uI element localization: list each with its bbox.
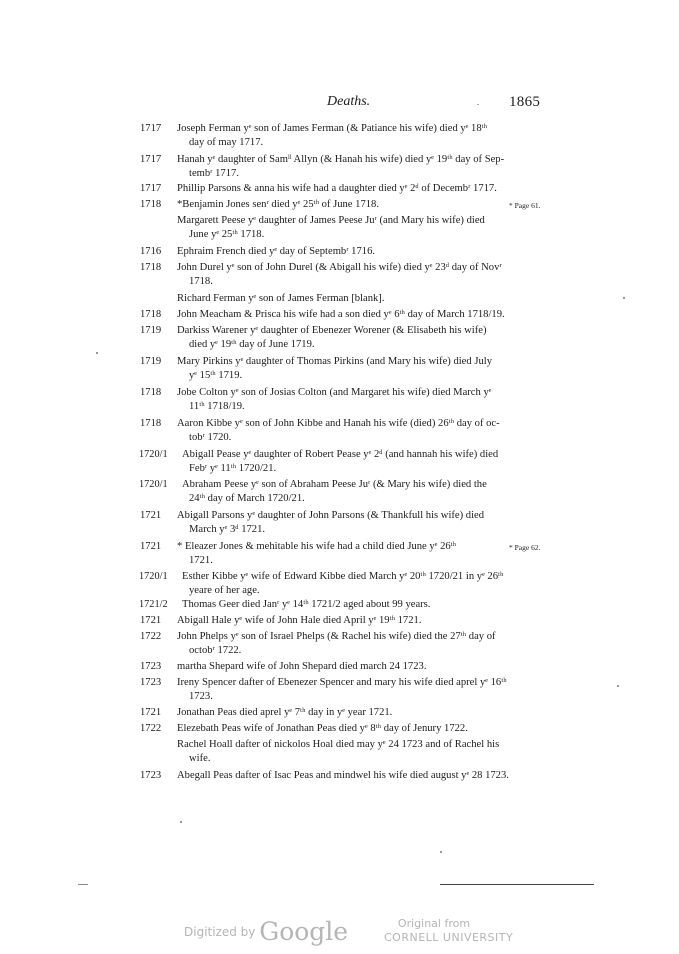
record-year: 1721: [140, 541, 162, 552]
digitized-by-google-watermark: [184, 917, 348, 946]
record-text-continued: yᵉ 15ᵗʰ 1719.: [189, 370, 243, 382]
record-text: Elezebath Peas wife of Jonathan Peas died yᵉ 8ᵗʰ day of Jenury 1722.: [177, 723, 468, 734]
record-text: Jonathan Peas died aprel yᵉ 7ᵗʰ day in yᵉ year 1721.: [177, 707, 393, 718]
record-year: 1723: [140, 661, 162, 672]
record-text-continued: octobʳ 1722.: [189, 645, 242, 657]
record-text: Jobe Colton yᵉ son of Josias Colton (and Margaret his wife) died March yᵉ: [177, 387, 492, 398]
record-year: 1723: [140, 770, 162, 781]
record-text: *Benjamin Jones senʳ died yᵉ 25ᵗʰ of June 1718.: [177, 199, 379, 210]
record-text: Hanah yᵉ daughter of Samˡˡ Allyn (& Hanah his wife) died yᵉ 19ᵗʰ day of Sep-: [177, 154, 505, 165]
record-year: 1718: [140, 262, 162, 273]
scan-speck: [96, 352, 98, 354]
record-text: Phillip Parsons & anna his wife had a daughter died yᵉ 2ᵈ of Decembʳ 1717.: [177, 183, 497, 194]
record-text: Abigall Hale yᵉ wife of John Hale died April yᵉ 19ᵗʰ 1721.: [177, 615, 422, 626]
scan-speck: [617, 685, 619, 687]
record-text-continued: day of may 1717.: [189, 137, 264, 149]
record-year: 1718: [140, 199, 162, 210]
record-text-continued: tobʳ 1720.: [189, 432, 232, 444]
record-text: Ireny Spencer dafter of Ebenezer Spencer and mary his wife died aprel yᵉ 16ᵗʰ: [177, 677, 507, 688]
record-year: 1717: [140, 123, 162, 134]
record-year: 1720/1: [139, 571, 168, 582]
record-text: Abigall Parsons yᵉ daughter of John Parsons (& Thankfull his wife) died: [177, 510, 485, 521]
record-text: John Phelps yᵉ son of Israel Phelps (& Rachel his wife) died the 27ᵗʰ day of: [177, 631, 496, 642]
record-text: Abigall Pease yᵉ daughter of Robert Pease yᵉ 2ᵈ (and hannah his wife) died: [182, 449, 499, 460]
record-text-continued: 1723.: [189, 691, 213, 703]
bottom-rule: [440, 884, 594, 885]
google-logo: Google: [259, 917, 349, 946]
scan-speck: [623, 297, 625, 299]
record-text-continued: 24ᵗʰ day of March 1720/21.: [189, 493, 305, 505]
record-year: 1716: [140, 246, 162, 257]
record-year: 1717: [140, 154, 162, 165]
record-year: 1719: [140, 325, 162, 336]
record-year: 1718: [140, 418, 162, 429]
record-year: 1723: [140, 677, 162, 688]
record-text-continued: 1721.: [189, 555, 213, 567]
record-text-continued: 1718.: [189, 276, 213, 288]
record-text: Abegall Peas dafter of Isac Peas and mindwel his wife died august yᵉ 28 1723.: [177, 770, 509, 781]
record-text: martha Shepard wife of John Shepard died march 24 1723.: [177, 661, 427, 672]
record-year: 1720/1: [139, 479, 168, 490]
original-from-watermark: [384, 917, 514, 945]
record-text-continued: 11ᵗʰ 1718/19.: [189, 401, 245, 413]
page-reference-note: * Page 62.: [509, 543, 541, 552]
record-text: Esther Kibbe yᵉ wife of Edward Kibbe died March yᵉ 20ᵗʰ 1720/21 in yᵉ 26ᵗʰ: [182, 571, 504, 582]
page-title: Deaths.: [327, 94, 371, 109]
page-number: 1865: [509, 94, 541, 110]
record-year: 1717: [140, 183, 162, 194]
original-from-label: Original from: [397, 917, 471, 930]
record-year: 1721/2: [139, 599, 168, 610]
record-text: Rachel Hoall dafter of nickolos Hoal died may yᵉ 24 1723 and of Rachel his: [177, 739, 500, 750]
record-text: Aaron Kibbe yᵉ son of John Kibbe and Hanah his wife (died) 26ᵗʰ day of oc-: [177, 418, 500, 429]
record-text-continued: died yᵉ 19ᵗʰ day of June 1719.: [189, 339, 315, 351]
header-dot: .: [477, 98, 479, 107]
record-text: * Eleazer Jones & mehitable his wife had a child died June yᵉ 26ᵗʰ: [177, 541, 457, 552]
record-text: John Durel yᵉ son of John Durel (& Abigall his wife) died yᵉ 23ᵈ day of Novʳ: [177, 262, 502, 273]
scan-speck: [180, 821, 182, 823]
record-year: 1722: [140, 723, 162, 734]
record-year: 1718: [140, 387, 162, 398]
page-reference-note: * Page 61.: [509, 201, 541, 210]
record-year: 1719: [140, 356, 162, 367]
record-text: Abraham Peese yᵉ son of Abraham Peese Juʳ (& Mary his wife) died the: [182, 479, 487, 490]
record-text: Joseph Ferman yᵉ son of James Ferman (& Patiance his wife) died yᵉ 18ᵗʰ: [177, 123, 488, 134]
record-year: 1718: [140, 309, 162, 320]
record-year: 1720/1: [139, 449, 168, 460]
record-text-continued: tembʳ 1717.: [189, 168, 239, 180]
margin-tick: [78, 884, 88, 885]
record-text: John Meacham & Prisca his wife had a son died yᵉ 6ᵗʰ day of March 1718/19.: [177, 309, 505, 320]
record-text: Darkiss Warener yᵉ daughter of Ebenezer Worener (& Elisabeth his wife): [177, 325, 487, 336]
record-year: 1721: [140, 510, 162, 521]
scan-speck: [440, 851, 442, 853]
page-header: [0, 94, 679, 114]
record-text: Thomas Geer died Janʳ yᵉ 14ᵗʰ 1721/2 aged about 99 years.: [182, 599, 431, 610]
record-text: Mary Pirkins yᵉ daughter of Thomas Pirkins (and Mary his wife) died July: [177, 356, 492, 367]
record-year: 1721: [140, 707, 162, 718]
record-text-continued: June yᵉ 25ᵗʰ 1718.: [189, 229, 265, 241]
record-text: Ephraim French died yᵉ day of Septembʳ 1716.: [177, 246, 376, 257]
university-label: CORNELL UNIVERSITY: [384, 931, 514, 944]
record-text: Margarett Peese yᵉ daughter of James Peese Juʳ (and Mary his wife) died: [177, 215, 485, 226]
digitized-label: Digitized by: [184, 925, 256, 939]
record-text: Richard Ferman yᵉ son of James Ferman [blank].: [177, 293, 385, 304]
record-year: 1721: [140, 615, 162, 626]
record-text-continued: March yᵉ 3ᵈ 1721.: [189, 524, 266, 536]
record-text-continued: yeare of her age.: [189, 585, 260, 597]
record-text-continued: wife.: [189, 753, 211, 765]
record-year: 1722: [140, 631, 162, 642]
record-text-continued: Febʳ yᵉ 11ᵗʰ 1720/21.: [189, 463, 277, 475]
